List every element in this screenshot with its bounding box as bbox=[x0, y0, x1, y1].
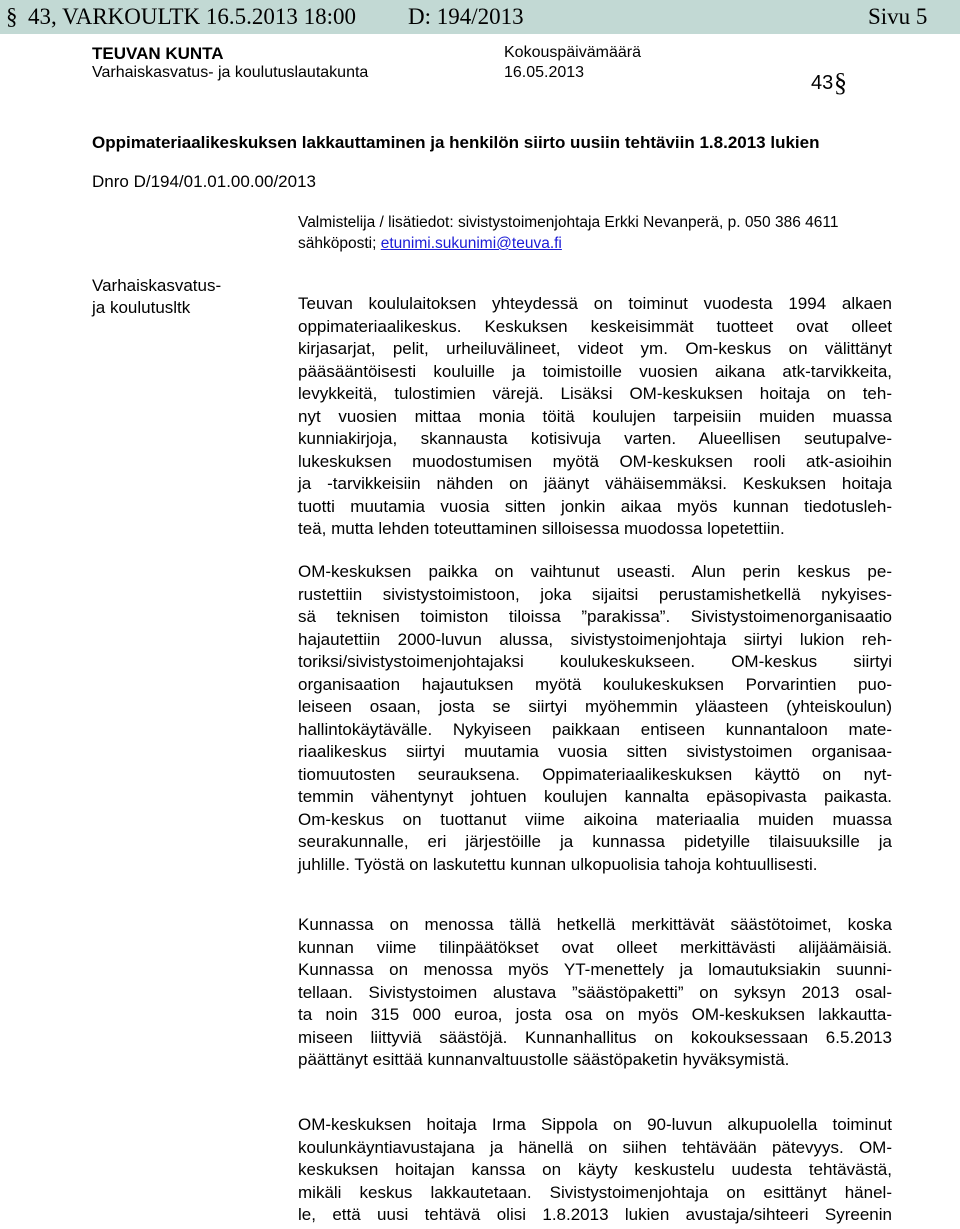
meeting-date-label: Kokouspäivämäärä bbox=[504, 44, 641, 61]
paragraph-line: kunnan viime tilinpäätökset ovat olleet merkittävästi alijäämäisiä. bbox=[298, 937, 892, 957]
paragraph-line: sä teknisen toimiston tiloissa ”parakissa”. Sivistystoimenorganisaatio bbox=[298, 607, 892, 626]
sidebar-label-line: Varhaiskasvatus- bbox=[92, 276, 222, 295]
section-number: 43 bbox=[811, 72, 834, 94]
section-mark: § bbox=[834, 68, 847, 97]
paragraph-line: Kunnassa on menossa tällä hetkellä merkittävät säästötoimet, koska bbox=[298, 915, 892, 934]
board-name: Varhaiskasvatus- ja koulutuslautakunta bbox=[92, 64, 369, 81]
paragraph-line: nyt vuosien mittaa monia töitä koulujen tarpeisiin muiden muassa bbox=[298, 406, 892, 426]
paragraph-line: pääsääntöisesti kouluille ja toimistoille vuosien aikana atk-tarvikkeita, bbox=[298, 361, 892, 381]
body-paragraph-3 bbox=[298, 914, 892, 1072]
meeting-date: 16.05.2013 bbox=[504, 64, 585, 81]
paragraph-line: teä, mutta lehden toteuttaminen silloisessa muodossa lopetettiin. bbox=[298, 519, 785, 538]
page-number: Sivu 5 bbox=[868, 4, 928, 29]
organization-name: TEUVAN KUNTA bbox=[92, 44, 224, 63]
paragraph-line: riaalikeskus siirtyi muutamia vuosia sitten sivistystoimen organisaa- bbox=[298, 742, 892, 761]
paragraph-line: juhlille. Työstä on laskutettu kunnan ulkopuolisia tahoja kohtuullisesti. bbox=[298, 854, 818, 874]
paragraph-line: leiseen osaan, josta se siirtyi myöhemmin yläasteen (yhteiskoulun) bbox=[298, 697, 892, 716]
paragraph-line: päättänyt esittää kunnanvaltuustolle säästöpaketin hyväksymistä. bbox=[298, 1050, 790, 1069]
paragraph-line: oppimateriaalikeskus. Keskuksen keskeisimmät tuotteet ovat olleet bbox=[298, 316, 892, 336]
paragraph-line: hallintokäytävälle. Nykyiseen paikkaan entiseen kunnantaloon mate- bbox=[298, 719, 892, 739]
paragraph-line: tiomuutosten seurauksena. Oppimateriaalikeskuksen käyttö on nyt- bbox=[298, 764, 892, 784]
paragraph-line: toriksi/sivistystoimenjohtajaksi koulukeskukseen. OM-keskus siirtyi bbox=[298, 652, 892, 671]
document-id: D: 194/2013 bbox=[408, 4, 524, 29]
page-header-bar bbox=[0, 0, 960, 34]
body-paragraph-2 bbox=[298, 561, 892, 876]
preparer-info: Valmistelija / lisätiedot: sivistystoimenjohtaja Erkki Nevanperä, p. 050 386 4611 bbox=[298, 214, 839, 231]
paragraph-line: levykkeitä, tulostimien värejä. Lisäksi OM-keskuksen hoitaja on teh- bbox=[298, 384, 892, 403]
paragraph-line: le, että uusi tehtävä olisi 1.8.2013 lukien avustaja/sihteeri Syreenin bbox=[298, 1205, 892, 1224]
paragraph-line: ta noin 315 000 euroa, josta osa on myös OM-keskuksen lakkautta- bbox=[298, 1005, 892, 1024]
sidebar-label bbox=[92, 275, 221, 319]
sidebar-label-line: ja koulutusltk bbox=[92, 298, 191, 317]
paragraph-line: miseen liittyviä säästöjä. Kunnanhallitus on kokouksessaan 6.5.2013 bbox=[298, 1027, 892, 1047]
paragraph-line: kunniakirjoja, skannausta kotisivuja varten. Alueellisen seutupalve- bbox=[298, 429, 892, 448]
paragraph-line: koulunkäyntiavustajana ja hänellä on siihen tehtävään pätevyys. OM- bbox=[298, 1137, 892, 1157]
paragraph-line: Teuvan koululaitoksen yhteydessä on toiminut vuodesta 1994 alkaen bbox=[298, 294, 892, 313]
paragraph-line: mikäli keskus lakkautetaan. Sivistystoimenjohtaja on esittänyt hänel- bbox=[298, 1182, 892, 1202]
email-label: sähköposti; bbox=[298, 235, 377, 252]
email-line bbox=[298, 235, 562, 253]
email-link[interactable]: etunimi.sukunimi@teuva.fi bbox=[380, 235, 562, 252]
paragraph-line: tuotti muutamia vuosia sitten jonkin aikaa myös kunnan tiedotusleh- bbox=[298, 496, 892, 516]
paragraph-line: organisaation hajautuksen myötä koulukeskuksen Porvarintien puo- bbox=[298, 674, 892, 694]
paragraph-line: Kunnassa on menossa myös YT-menettely ja lomautuksiakin suunni- bbox=[298, 960, 892, 979]
paragraph-line: OM-keskuksen paikka on vaihtunut useasti. Alun perin keskus pe- bbox=[298, 562, 892, 581]
paragraph-line: rustettiin sivistystoimistoon, joka sijaitsi perustamishetkellä nykyises- bbox=[298, 584, 892, 604]
body-paragraph-1 bbox=[298, 293, 892, 541]
paragraph-line: keskuksen hoitajan kanssa on käyty keskustelu uudesta tehtävästä, bbox=[298, 1160, 892, 1179]
paragraph-line: lukeskuksen muodostumisen myötä OM-keskuksen rooli atk-asioihin bbox=[298, 451, 892, 471]
meeting-reference: 43, VARKOULTK 16.5.2013 18:00 bbox=[28, 4, 356, 29]
paragraph-line: Om-keskus on tuottanut viime aikoina materiaalia muiden muassa bbox=[298, 809, 892, 829]
body-paragraph-4 bbox=[298, 1114, 892, 1227]
page-title: Oppimateriaalikeskuksen lakkauttaminen ja henkilön siirto uusiin tehtäviin 1.8.2013 lukien bbox=[92, 133, 820, 152]
section-mark: § bbox=[6, 4, 18, 29]
paragraph-line: ja -tarvikkeisiin nähden on jäänyt vähäisemmäksi. Keskuksen hoitaja bbox=[298, 474, 892, 493]
paragraph-line: kirjasarjat, pelit, urheiluvälineet, videot ym. Om-keskus on välittänyt bbox=[298, 339, 892, 358]
paragraph-line: tellaan. Sivistystoimen alustava ”säästöpaketti” on syksyn 2013 osal- bbox=[298, 982, 892, 1002]
record-number: Dnro D/194/01.01.00.00/2013 bbox=[92, 172, 317, 191]
paragraph-line: OM-keskuksen hoitaja Irma Sippola on 90-luvun alkupuolella toiminut bbox=[298, 1115, 892, 1134]
paragraph-line: seurakunnalle, eri järjestöille ja kunnassa pidetyille tilaisuuksille ja bbox=[298, 832, 892, 851]
paragraph-line: temmin vähentynyt johtuen koulujen kannalta epäsopivasta paikasta. bbox=[298, 787, 892, 806]
paragraph-line: hajautettiin 2000-luvun alussa, sivistystoimenjohtaja siirtyi lukion reh- bbox=[298, 629, 892, 649]
